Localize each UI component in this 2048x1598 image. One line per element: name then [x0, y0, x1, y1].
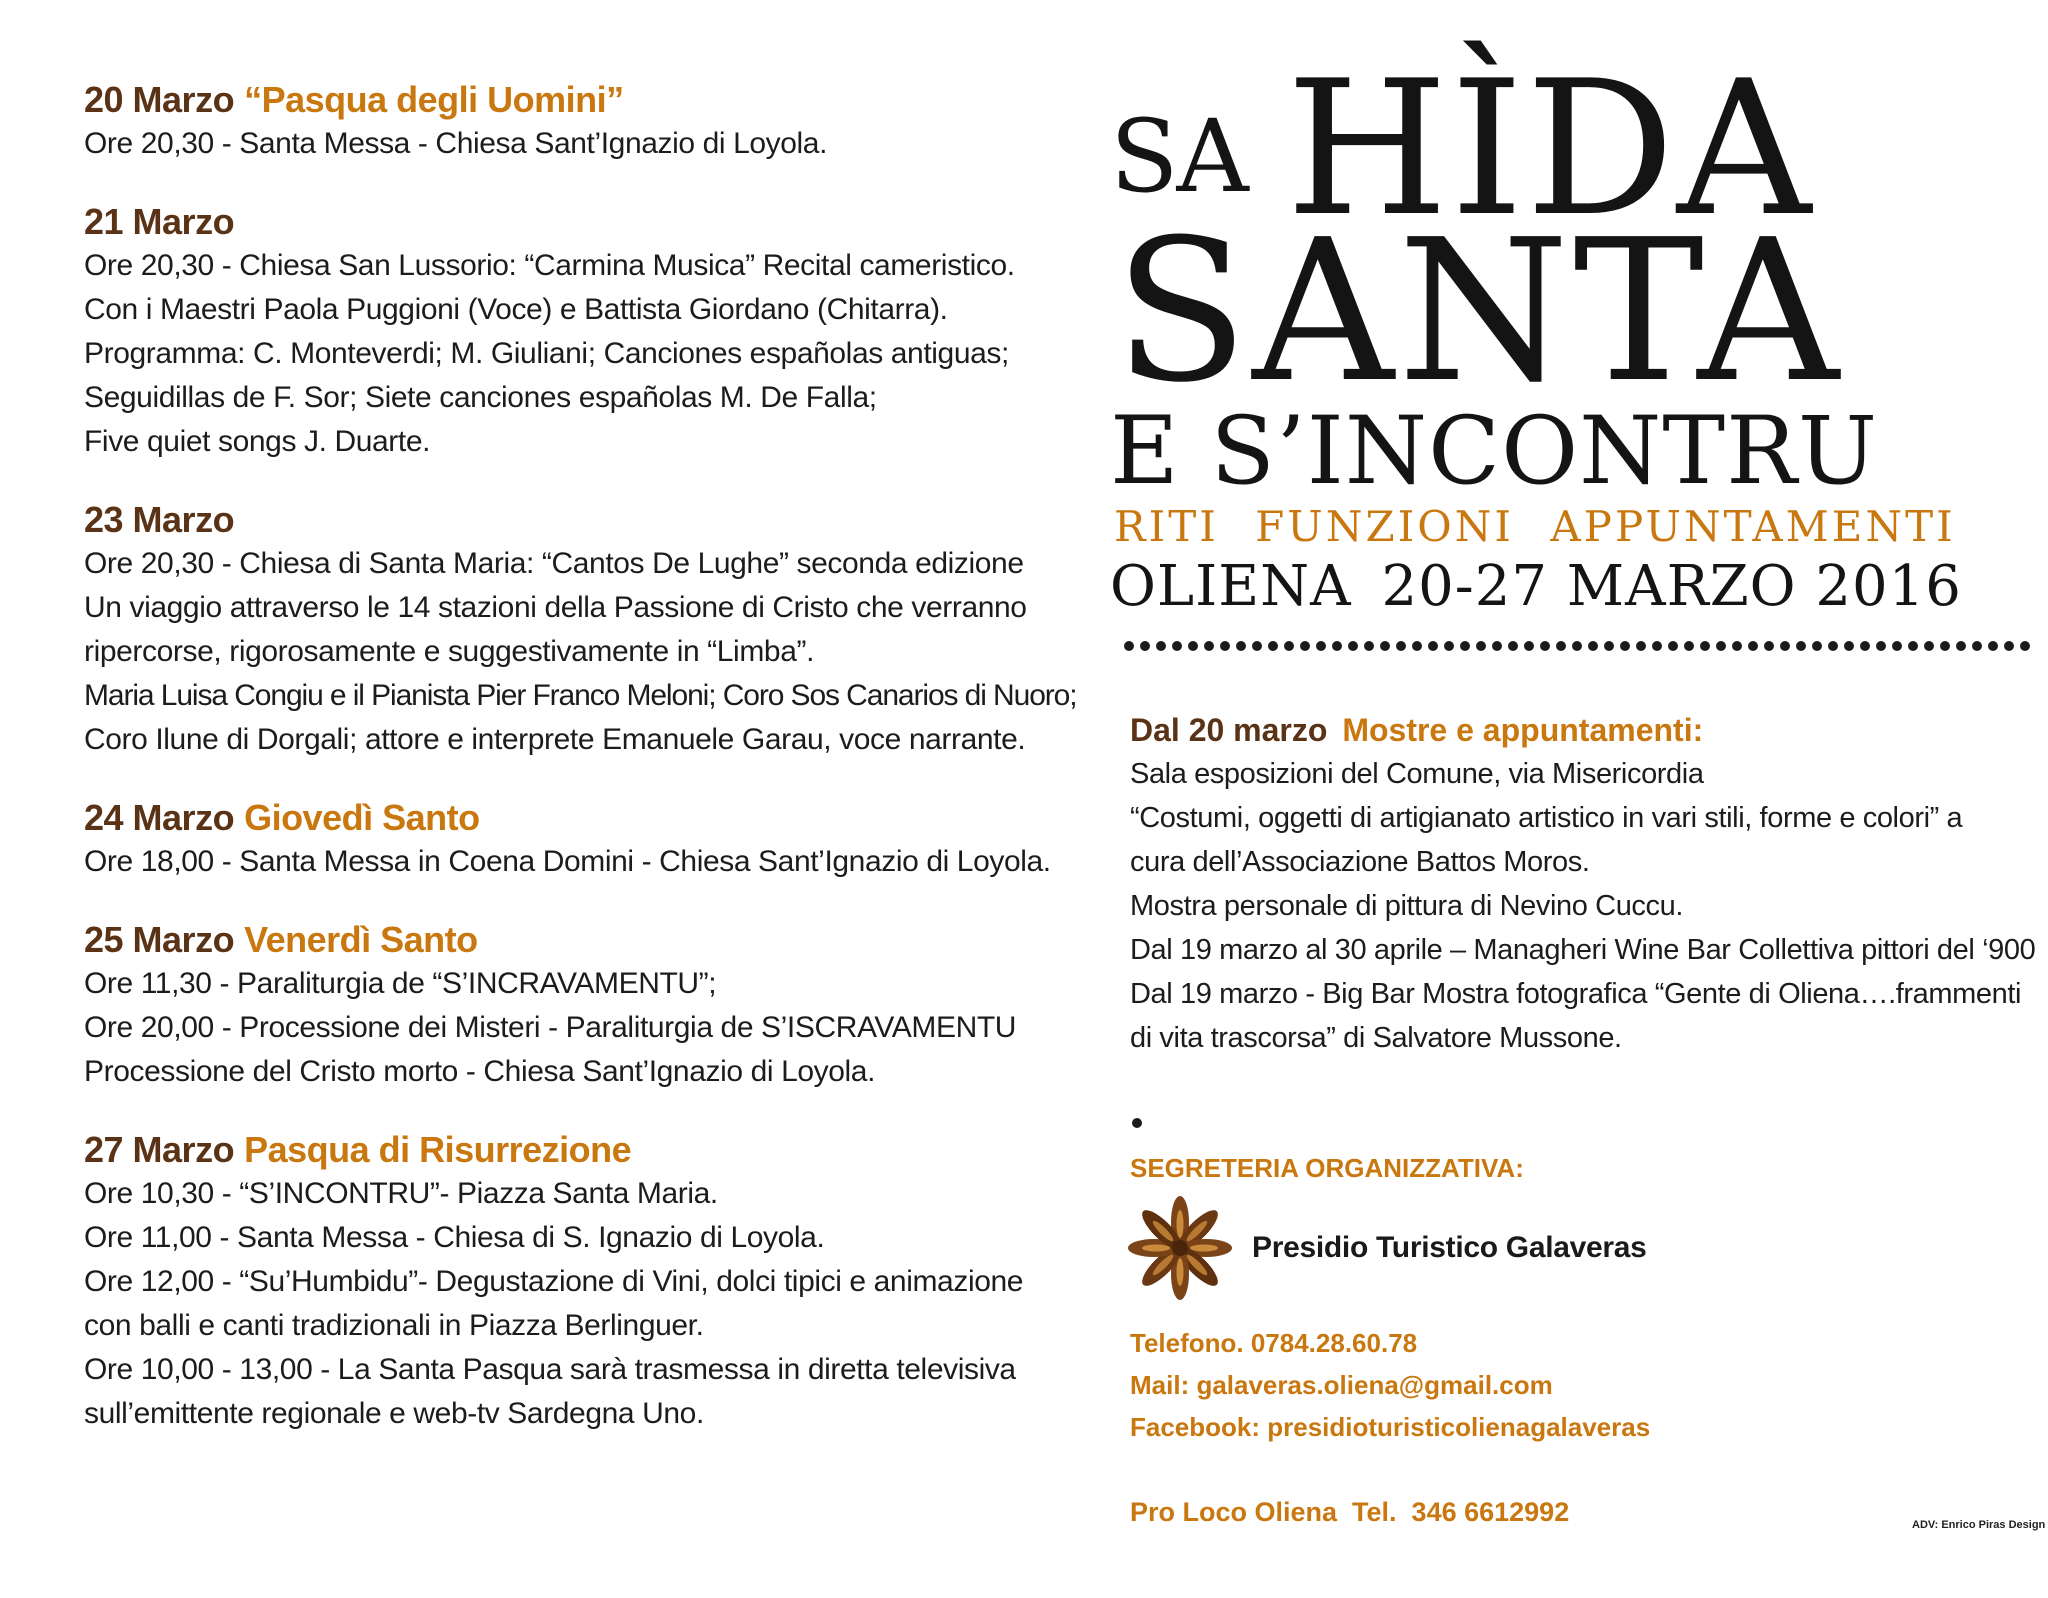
- contact-phone: Telefono. 0784.28.60.78: [1130, 1328, 1418, 1358]
- divider-dot: [1844, 641, 1854, 651]
- divider-dot: [1860, 641, 1870, 651]
- presidio-logo-row: [1120, 1196, 1647, 1300]
- proloco-contact: Pro Loco Oliena Tel. 346 6612992: [1130, 1497, 1570, 1527]
- exhibition-line: “Costumi, oggetti di artigianato artistico in vari stili, forme e colori” a: [1130, 802, 1963, 834]
- event-line: Five quiet songs J. Duarte.: [84, 425, 431, 458]
- divider-dot: [1828, 641, 1838, 651]
- exhibition-line: Sala esposizioni del Comune, via Misericordia: [1130, 758, 1704, 790]
- divider-dot: [1268, 641, 1278, 651]
- event-heading: [84, 498, 1044, 542]
- title-sa: SA: [1110, 98, 1247, 215]
- event-date: 25 Marzo: [84, 919, 235, 960]
- divider-dot: [1524, 641, 1534, 651]
- divider-dot: [1556, 641, 1566, 651]
- event-date: 23 Marzo: [84, 499, 235, 540]
- event-heading: [84, 796, 1044, 840]
- divider-dot: [1572, 641, 1582, 651]
- exhibition-line: Dal 19 marzo - Big Bar Mostra fotografica “Gente di Oliena….frammenti: [1130, 978, 2022, 1010]
- divider-dot: [1908, 641, 1918, 651]
- event-title: Pasqua di Risurrezione: [244, 1129, 632, 1170]
- program-column: [84, 78, 1077, 1470]
- divider-dot: [1204, 641, 1214, 651]
- event-line: Ore 20,00 - Processione dei Misteri - Paraliturgia de S’ISCRAVAMENTU: [84, 1011, 1017, 1044]
- divider-dot: [1492, 641, 1502, 651]
- title-dates: 20-27 MARZO 2016: [1381, 554, 1962, 619]
- exhibitions-section: [1130, 708, 2036, 1060]
- exhibitions-title: Mostre e appuntamenti:: [1342, 712, 1704, 748]
- event-title: Venerdì Santo: [244, 919, 478, 960]
- event-line: Ore 18,00 - Santa Messa in Coena Domini - Chiesa Sant’Ignazio di Loyola.: [84, 845, 1051, 878]
- divider-dot: [1748, 641, 1758, 651]
- event-20-marzo: [84, 78, 1044, 166]
- event-line: Processione del Cristo morto - Chiesa Sant’Ignazio di Loyola.: [84, 1055, 876, 1088]
- title-place-dates: [1110, 554, 1962, 620]
- divider-dot: [1460, 641, 1470, 651]
- event-line: Con i Maestri Paola Puggioni (Voce) e Battista Giordano (Chitarra).: [84, 293, 948, 326]
- divider-dot: [1940, 641, 1950, 651]
- divider-dot: [1124, 641, 1134, 651]
- event-line: Seguidillas de F. Sor; Siete canciones españolas M. De Falla;: [84, 381, 877, 414]
- event-line: Ore 11,30 - Paraliturgia de “S’INCRAVAMENTU”;: [84, 967, 717, 1000]
- divider-dot: [1380, 641, 1390, 651]
- event-line: Ore 20,30 - Chiesa di Santa Maria: “Cantos De Lughe” seconda edizione: [84, 547, 1024, 580]
- contacts-block: [1130, 1322, 1650, 1448]
- divider-dot: [1396, 641, 1406, 651]
- exhibition-line: Mostra personale di pittura di Nevino Cuccu.: [1130, 890, 1684, 922]
- event-line: Un viaggio attraverso le 14 stazioni della Passione di Cristo che verranno: [84, 591, 1027, 624]
- event-25-marzo: [84, 918, 1044, 1094]
- divider-dot: [2020, 641, 2030, 651]
- designer-credit: ADV: Enrico Piras Design: [1912, 1519, 2046, 1531]
- divider-dot: [1652, 641, 1662, 651]
- event-21-marzo: [84, 200, 1044, 464]
- contact-facebook[interactable]: Facebook: presidioturisticolienagalaveras: [1130, 1412, 1651, 1442]
- divider-dot: [1540, 641, 1550, 651]
- event-line: Maria Luisa Congiu e il Pianista Pier Franco Meloni; Coro Sos Canarios di Nuoro;: [84, 679, 1077, 712]
- event-23-marzo: [84, 498, 1077, 762]
- divider-dot: [1636, 641, 1646, 651]
- exhibition-line: cura dell’Associazione Battos Moros.: [1130, 846, 1590, 878]
- divider-dot: [1156, 641, 1166, 651]
- divider-dot: [1172, 641, 1182, 651]
- divider-dot: [1780, 641, 1790, 651]
- event-heading: [84, 200, 1044, 244]
- divider-dot: [1892, 641, 1902, 651]
- divider-dot: [1876, 641, 1886, 651]
- divider-dot: [1476, 641, 1486, 651]
- divider-dot: [1988, 641, 1998, 651]
- divider-dot: [1428, 641, 1438, 651]
- event-27-marzo: [84, 1128, 1044, 1436]
- event-line: Ore 10,30 - “S’INCONTRU”- Piazza Santa Maria.: [84, 1177, 718, 1210]
- exhibition-line: di vita trascorsa” di Salvatore Mussone.: [1130, 1022, 1622, 1054]
- event-heading: [84, 78, 1044, 122]
- divider-dot: [1956, 641, 1966, 651]
- divider-dot: [1188, 641, 1198, 651]
- divider-dot: [1412, 641, 1422, 651]
- event-line: Coro Ilune di Dorgali; attore e interprete Emanuele Garau, voce narrante.: [84, 723, 1026, 756]
- bullet-dot: [1132, 1118, 1142, 1128]
- divider-dot: [1668, 641, 1678, 651]
- divider-dot: [1364, 641, 1374, 651]
- dotted-divider: [1124, 638, 2044, 652]
- title-incontru: E S’INCONTRU: [1110, 397, 1879, 506]
- divider-dot: [1972, 641, 1982, 651]
- divider-dot: [1732, 641, 1742, 651]
- divider-dot: [1444, 641, 1454, 651]
- event-date: 20 Marzo: [84, 79, 235, 120]
- divider-dot: [1348, 641, 1358, 651]
- divider-dot: [1316, 641, 1326, 651]
- divider-dot: [1332, 641, 1342, 651]
- segreteria-heading: SEGRETERIA ORGANIZZATIVA:: [1130, 1153, 1524, 1183]
- event-line: Ore 10,00 - 13,00 - La Santa Pasqua sarà trasmessa in diretta televisiva: [84, 1353, 1016, 1386]
- star-anise-icon: [1120, 1196, 1240, 1300]
- event-line: Programma: C. Monteverdi; M. Giuliani; Canciones españolas antiguas;: [84, 337, 1009, 370]
- title-subtitle: RITI FUNZIONI APPUNTAMENTI: [1114, 502, 1956, 551]
- event-date: 27 Marzo: [84, 1129, 235, 1170]
- event-heading: [84, 1128, 1044, 1172]
- divider-dot: [1764, 641, 1774, 651]
- contact-mail[interactable]: Mail: galaveras.oliena@gmail.com: [1130, 1370, 1553, 1400]
- event-line: Ore 12,00 - “Su’Humbidu”- Degustazione di Vini, dolci tipici e animazione: [84, 1265, 1024, 1298]
- event-date: 24 Marzo: [84, 797, 235, 838]
- divider-dot: [1300, 641, 1310, 651]
- event-line: Ore 20,30 - Santa Messa - Chiesa Sant’Ignazio di Loyola.: [84, 127, 828, 160]
- event-heading: [84, 918, 1044, 962]
- event-24-marzo: [84, 796, 1051, 884]
- event-line: sull’emittente regionale e web-tv Sardegna Uno.: [84, 1397, 704, 1430]
- event-line: con balli e canti tradizionali in Piazza Berlinguer.: [84, 1309, 704, 1342]
- divider-dot: [1684, 641, 1694, 651]
- event-date: 21 Marzo: [84, 201, 235, 242]
- exhibitions-heading: [1130, 708, 2030, 752]
- divider-dot: [1236, 641, 1246, 651]
- event-title: Giovedì Santo: [244, 797, 480, 838]
- title-hida: HÌDA: [1286, 40, 1814, 257]
- divider-dot: [1700, 641, 1710, 651]
- divider-dot: [1140, 641, 1150, 651]
- presidio-name: Presidio Turistico Galaveras: [1252, 1231, 1647, 1264]
- divider-dot: [1924, 641, 1934, 651]
- exhibition-line: Dal 19 marzo al 30 aprile – Managheri Wine Bar Collettiva pittori del ‘900: [1130, 934, 2036, 966]
- divider-dot: [1220, 641, 1230, 651]
- title-santa: SANTA: [1114, 198, 1843, 426]
- exhibitions-date: Dal 20 marzo: [1130, 712, 1328, 748]
- divider-dot: [1508, 641, 1518, 651]
- title-place: OLIENA: [1110, 554, 1352, 619]
- divider-dot: [1284, 641, 1294, 651]
- divider-dot: [1716, 641, 1726, 651]
- divider-dot: [1812, 641, 1822, 651]
- divider-dot: [1252, 641, 1262, 651]
- event-line: Ore 11,00 - Santa Messa - Chiesa di S. Ignazio di Loyola.: [84, 1221, 825, 1254]
- divider-dot: [2004, 641, 2014, 651]
- divider-dot: [1796, 641, 1806, 651]
- event-line: Ore 20,30 - Chiesa San Lussorio: “Carmina Musica” Recital cameristico.: [84, 249, 1015, 282]
- event-title: “Pasqua degli Uomini”: [244, 79, 624, 120]
- divider-dot: [1604, 641, 1614, 651]
- event-line: ripercorse, rigorosamente e suggestivamente in “Limba”.: [84, 635, 815, 668]
- divider-dot: [1620, 641, 1630, 651]
- divider-dot: [1588, 641, 1598, 651]
